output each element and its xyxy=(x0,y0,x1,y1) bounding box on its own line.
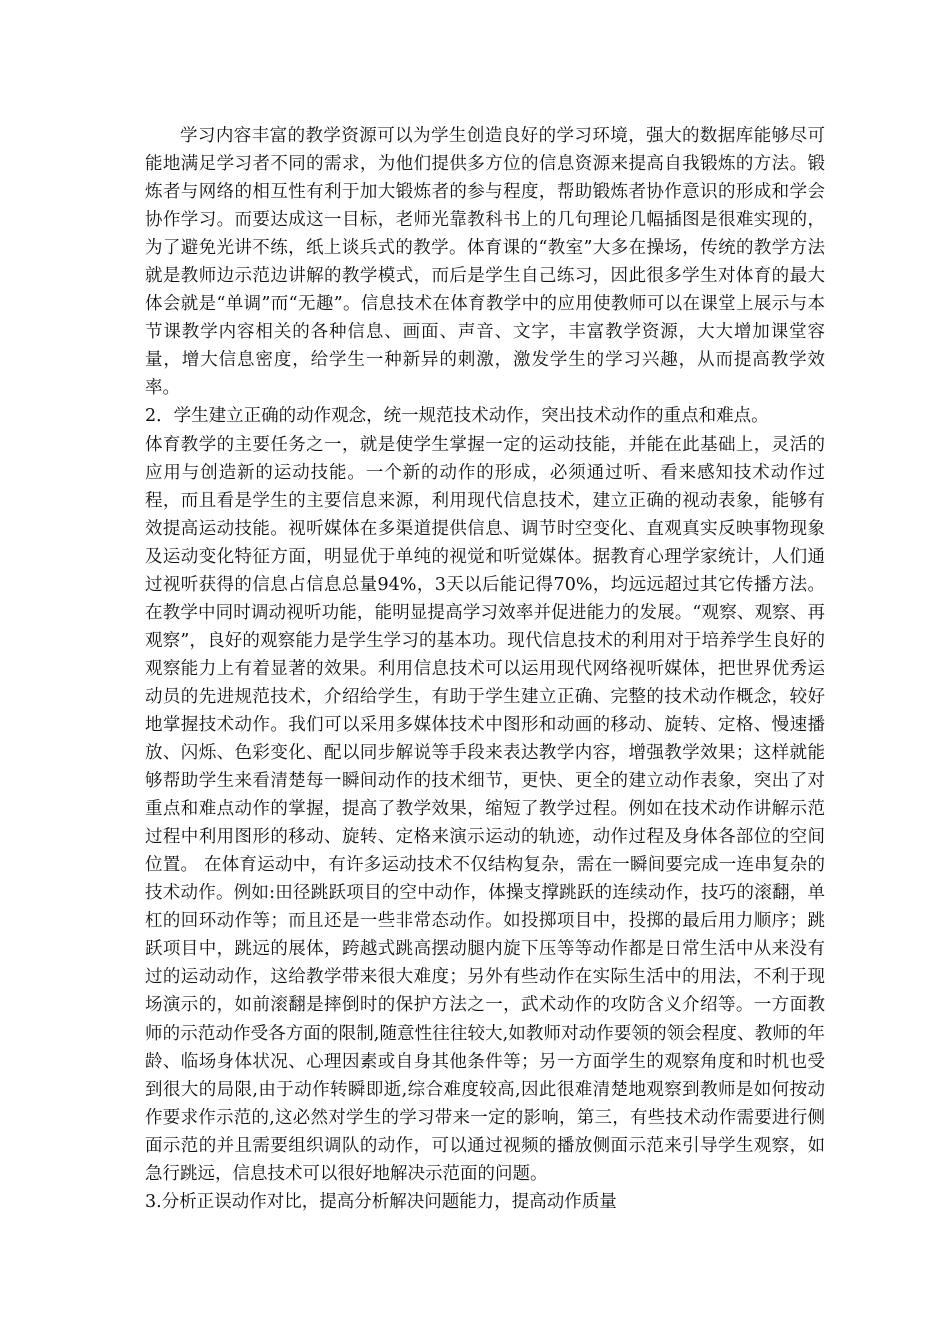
section-heading-2: 2．学生建立正确的动作观念，统一规范技术动作，突出技术动作的重点和难点。 xyxy=(145,406,769,427)
section-heading-3: 3.分析正误动作对比，提高分析解决问题能力，提高动作质量 xyxy=(145,1191,617,1212)
paragraph-1: 学习内容丰富的教学资源可以为学生创造良好的学习环境，强大的数据库能够尽可能地满足学习者不同的需求，为他们提供多方位的信息资源来提高自我锻炼的方法。锻炼者与网络的相互性有利于加大锻炼者的参与程度，帮助锻炼者协作意识的形成和学会协作学习。而要达成这一目标，老师光靠教科书上的几句理论几幅插图是很难实现的，为了避免光讲不练，纸上谈兵式的教学。体育课的“教室”大多在操场，传统的教学方法就是教师边示范边讲解的教学模式，而后是学生自己练习，因此很多学生对体育的最大体会就是“单调”而“无趣”。信息技术在体育教学中的应用使教师可以在课堂上展示与本节课教学内容相关的各种信息、画面、声音、文字，丰富教学资源，大大增加课堂容量，增大信息密度，给学生一种新异的刺激，激发学生的学习兴趣，从而提高教学效率。 xyxy=(145,126,825,399)
document-body xyxy=(145,122,825,1216)
paragraph-2: 体育教学的主要任务之一，就是使学生掌握一定的运动技能，并能在此基础上，灵活的应用与创造新的运动技能。一个新的动作的形成，必须通过听、看来感知技术动作过程，而且看是学生的主要信息来源，利用现代信息技术，建立正确的视动表象，能够有效提高运动技能。视听媒体在多渠道提供信息、调节时空变化、直观真实反映事物现象及运动变化特征方面，明显优于单纯的视觉和听觉媒体。据教育心理学家统计，人们通过视听获得的信息占信息总量94%，3天以后能记得70%，均远远超过其它传播方法。在教学中同时调动视听功能，能明显提高学习效率并促进能力的发展。“观察、观察、再观察”，良好的观察能力是学生学习的基本功。现代信息技术的利用对于培养学生良好的观察能力上有着显著的效果。利用信息技术可以运用现代网络视听媒体，把世界优秀运动员的先进规范技术，介绍给学生，有助于学生建立正确、完整的技术动作概念，较好地掌握技术动作。我们可以采用多媒体技术中图形和动画的移动、旋转、定格、慢速播放、闪烁、色彩变化、配以同步解说等手段来表达教学内容，增强教学效果；这样就能够帮助学生来看清楚每一瞬间动作的技术细节，更快、更全的建立动作表象，突出了对重点和难点动作的掌握，提高了教学效果，缩短了教学过程。例如在技术动作讲解示范过程中利用图形的移动、旋转、定格来演示运动的轨迹，动作过程及身体各部位的空间位置。 在体育运动中，有许多运动技术不仅结构复杂，需在一瞬间要完成一连串复杂的技术动作。例如:田径跳跃项目的空中动作，体操支撑跳跃的连续动作，技巧的滚翻，单杠的回环动作等；而且还是一些非常态动作。如投掷项目中，投掷的最后用力顺序；跳跃项目中，跳远的展体，跨越式跳高摆动腿内旋下压等等动作都是日常生活中从来没有过的运动动作，这给教学带来很大难度；另外有些动作在实际生活中的用法，不利于现场演示的，如前滚翻是摔倒时的保护方法之一，武术动作的攻防含义介绍等。一方面教师的示范动作受各方面的限制,随意性往往较大,如教师对动作要领的领会程度、教师的年龄、临场身体状况、心理因素或自身其他条件等；另一方面学生的观察角度和时机也受到很大的局限,由于动作转瞬即逝,综合难度较高,因此很难清楚地观察到教师是如何按动作要求作示范的,这必然对学生的学习带来一定的影响，第三，有些技术动作需要进行侧面示范的并且需要组织调队的动作，可以通过视频的播放侧面示范来引导学生观察，如急行跳远，信息技术可以很好地解决示范面的问题。 xyxy=(145,434,825,1184)
